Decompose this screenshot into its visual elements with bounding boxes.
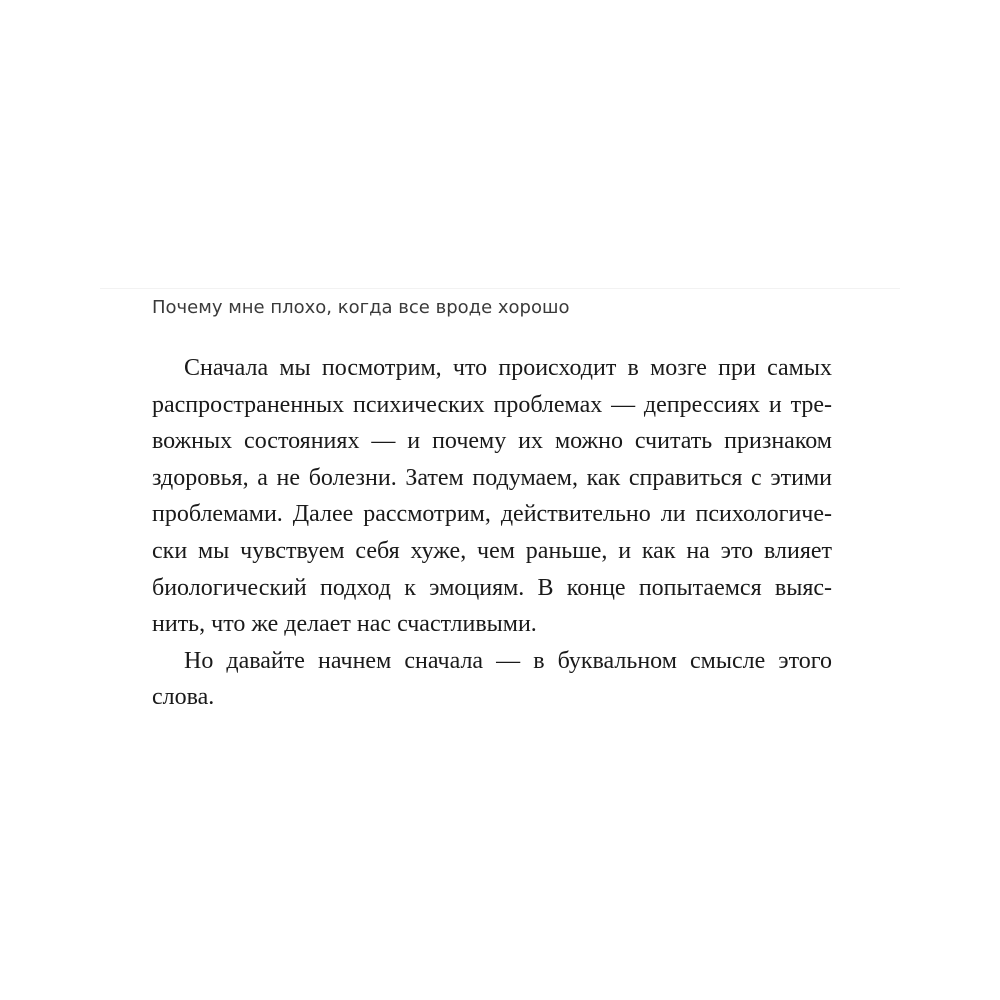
paragraph-1 xyxy=(152,350,832,643)
header-divider xyxy=(100,288,900,289)
running-head: Почему мне плохо, когда все вроде хорошо xyxy=(152,297,570,318)
text-line: Но давайте начнем сначала — в буквальном смысле этого xyxy=(184,647,832,674)
text-line: здоровья, а не болезни. Затем подумаем, как справиться с этими xyxy=(152,464,832,491)
text-line: проблемами. Далее рассмотрим, действительно ли психологиче- xyxy=(152,501,832,528)
paragraph-2 xyxy=(152,643,832,716)
text-line: распространенных психических проблемах — депрессиях и тре- xyxy=(152,391,832,418)
text-line: слова. xyxy=(152,684,215,711)
text-line: вожных состояниях — и почему их можно считать признаком xyxy=(152,428,832,455)
text-line: Сначала мы посмотрим, что происходит в мозге при самых xyxy=(184,355,832,381)
text-line: ски мы чувствуем себя хуже, чем раньше, и как на это влияет xyxy=(152,537,832,564)
text-line: нить, что же делает нас счастливыми. xyxy=(152,611,537,638)
body-text xyxy=(152,350,832,716)
text-line: биологический подход к эмоциям. В конце попытаемся выяс- xyxy=(152,574,832,601)
